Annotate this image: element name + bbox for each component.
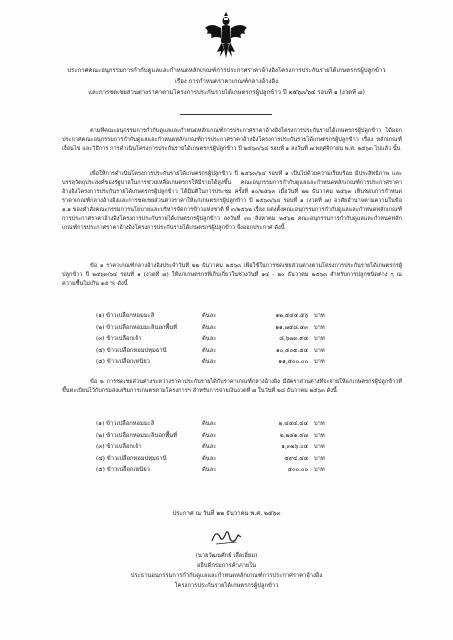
list-item: (๔) ข้าวเปลือกหอมปทุมธานี ตันละ ๑๐,๕๐๕.๕๕ บาท: [96, 347, 325, 354]
announcement-title: ประกาศคณะอนุกรรมการกำกับดูแลและกำหนดหลักเกณฑ์การประกาศราคาอ้างอิงโครงการประกันรายได้เกษตรกรผู้ปลูกข้าว: [67, 67, 386, 74]
signature-block: [80, 551, 373, 591]
compensation-list: [96, 418, 376, 476]
list-item: (๒) ข้าวเปลือกหอมมะลินอกพื้นที่ ตันละ ๒,๒๔๑.๔๗ บาท: [96, 432, 325, 439]
signatory-role-cont: โครงการประกันรายได้เกษตรกรผู้ปลูกข้าว: [174, 583, 279, 589]
paragraph-preamble: ตามที่คณะอนุกรรมการกำกับดูแลและกำหนดหลักเกณฑ์การประกาศราคาอ้างอิงโครงการประกันรายได้เกษตรกรผู้ปลูกข้าว ได้ออกประกาศคณะอนุกรรมการกำกับดูแลและกำหนดหลักเกณฑ์การประกาศราคาอ้างอิงโครงการประกันรายได้เกษตรกรผู้ปลูกข้าว เรื่อง หลักเกณฑ์ เงื่อนไข และวิธีการ การดำเนินโครงการประกันรายได้เกษตรกรผู้ปลูกข้าว ปี ๒๕๖๓/๖๔ รอบที่ ๑ ลงวันที่ ๗ พฤศจิกายน พ.ศ. ๒๕๖๓ ไปแล้ว นั้น: [62, 128, 402, 152]
reference-price-list: [96, 310, 376, 368]
paragraph-clause-1: ข้อ ๑ ราคาเกณฑ์กลางอ้างอิงประจำวันที่ ๒๒ ธันวาคม ๒๕๖๓ เพื่อใช้ในการชดเชยส่วนต่างตามโครงการประกันรายได้เกษตรกรผู้ปลูกข้าว ปี ๒๕๖๓/๖๔ รอบที่ ๑ (งวดที่ ๗) ให้แก่เกษตรกรที่เก็บเกี่ยวในช่วงวันที่ ๑๔ - ๒๐ ธันวาคม ๒๕๖๓ สำหรับการปลูกชนิดต่าง ๆ ณ ความชื้นไม่เกิน ๑๕ % ดังนี้: [62, 263, 402, 287]
garuda-emblem-icon: [203, 12, 249, 60]
signature-icon: [208, 527, 244, 547]
paragraph-clause-2: ข้อ ๒ การชดเชยส่วนต่างระหว่างราคาประกันรายได้กับราคาเกณฑ์กลางอ้างอิง มีอัตราส่วนต่างที่จะจ่ายให้แก่เกษตรกรผู้ปลูกข้าวที่ขึ้นทะเบียนไว้กับกรมส่งเสริมการเกษตรตามโครงการฯ สำหรับการจ่ายเงินงวดที่ ๗ ในวันที่ ๒๘ ธันวาคม ๒๕๖๓ ดังนี้: [62, 379, 402, 394]
signatory-title: อธิบดีกรมการค้าภายใน: [196, 563, 257, 569]
divider: [180, 114, 272, 115]
list-item: (๕) ข้าวเปลือกเหนียว ตันละ ๑๑,๕๐๐.๐๐ บาท: [96, 359, 325, 365]
list-item: (๕) ข้าวเปลือกเหนียว ตันละ ๕๐๐.๐๐ บาท: [96, 467, 325, 473]
signatory-name: (นายวัฒนศักย์ เสือเอี่ยม): [195, 553, 258, 559]
list-item: (๒) ข้าวเปลือกหอมมะลินอกพื้นที่ ตันละ ๑๑,๗๕๘.๕๓ บาท: [96, 324, 325, 331]
issue-date: ประกาศ ณ วันที่ ๒๒ ธันวาคม พ.ศ. ๒๕๖๓: [172, 510, 281, 517]
list-item: (๑) ข้าวเปลือกหอมมะลิ ตันละ ๑๒,๕๔๕.๕๖ บาท: [96, 313, 325, 319]
list-item: (๔) ข้าวเปลือกหอมปทุมธานี ตันละ ๕๙๔.๔๕ บาท: [96, 455, 325, 462]
signatory-role: ประธานอนุกรรมการกำกับดูแลและกำหนดหลักเกณฑ์การประกาศราคาอ้างอิง: [130, 573, 323, 579]
paragraph-resolution: เพื่อให้การดำเนินโครงการประกันรายได้เกษตรกรผู้ปลูกข้าว ปี ๒๕๖๓/๖๔ รอบที่ ๑ เป็นไปด้วยความเรียบร้อย มีประสิทธิภาพ และบรรลุวัตถุประสงค์ของรัฐบาลในการช่วยเหลือเกษตรกรให้มีรายได้สูงขึ้น คณะอนุกรรมการกำกับดูแลและกำหนดหลักเกณฑ์การประกาศราคาอ้างอิงโครงการประกันรายได้เกษตรกรผู้ปลูกข้าว ได้มีมติในการประชุม ครั้งที่ ๑๐/๒๕๖๓ เมื่อวันที่ ๒๒ ธันวาคม ๒๕๖๓ เห็นชอบการกำหนดราคาเกณฑ์กลางอ้างอิงและการชดเชยส่วนต่างราคาให้แก่เกษตรกรผู้ปลูกข้าว ปี ๒๕๖๓/๖๔ รอบที่ ๑ (งวดที่ ๗) อาศัยอำนาจตามความในข้อ ๑.๑ ของคำสั่งคณะกรรมการนโยบายและบริหารจัดการข้าวแห่งชาติ ที่ ๓/๒๕๖๒ เรื่อง แต่งตั้งคณะอนุกรรมการกำกับดูแลและกำหนดหลักเกณฑ์การประกาศราคาอ้างอิงโครงการประกันรายได้เกษตรกรผู้ปลูกข้าว ลงวันที่ ๓๐ สิงหาคม ๒๕๖๒ คณะอนุกรรมการกำกับดูแลและกำหนดหลักเกณฑ์การประกาศราคาอ้างอิงโครงการประกันรายได้เกษตรกรผู้ปลูกข้าว จึงออกประกาศ ดังนี้: [62, 171, 402, 231]
announcement-subject: เรื่อง การกำหนดราคาเกณฑ์กลางอ้างอิง: [174, 78, 279, 85]
announcement-subject-cont: และการชดเชยส่วนต่างราคาตามโครงการประกันรายได้เกษตรกรผู้ปลูกข้าว ปี ๒๕๖๓/๖๔ รอบที่ ๑ (งวดที่ ๗): [88, 89, 365, 96]
list-item: (๓) ข้าวเปลือกเจ้า ตันละ ๑,๓๒๖.๐๕ บาท: [96, 444, 325, 450]
list-item: (๓) ข้าวเปลือกเจ้า ตันละ ๘,๖๗๓.๙๕ บาท: [96, 336, 325, 342]
list-item: (๑) ข้าวเปลือกหอมมะลิ ตันละ ๒,๔๕๔.๔๔ บาท: [96, 421, 325, 427]
